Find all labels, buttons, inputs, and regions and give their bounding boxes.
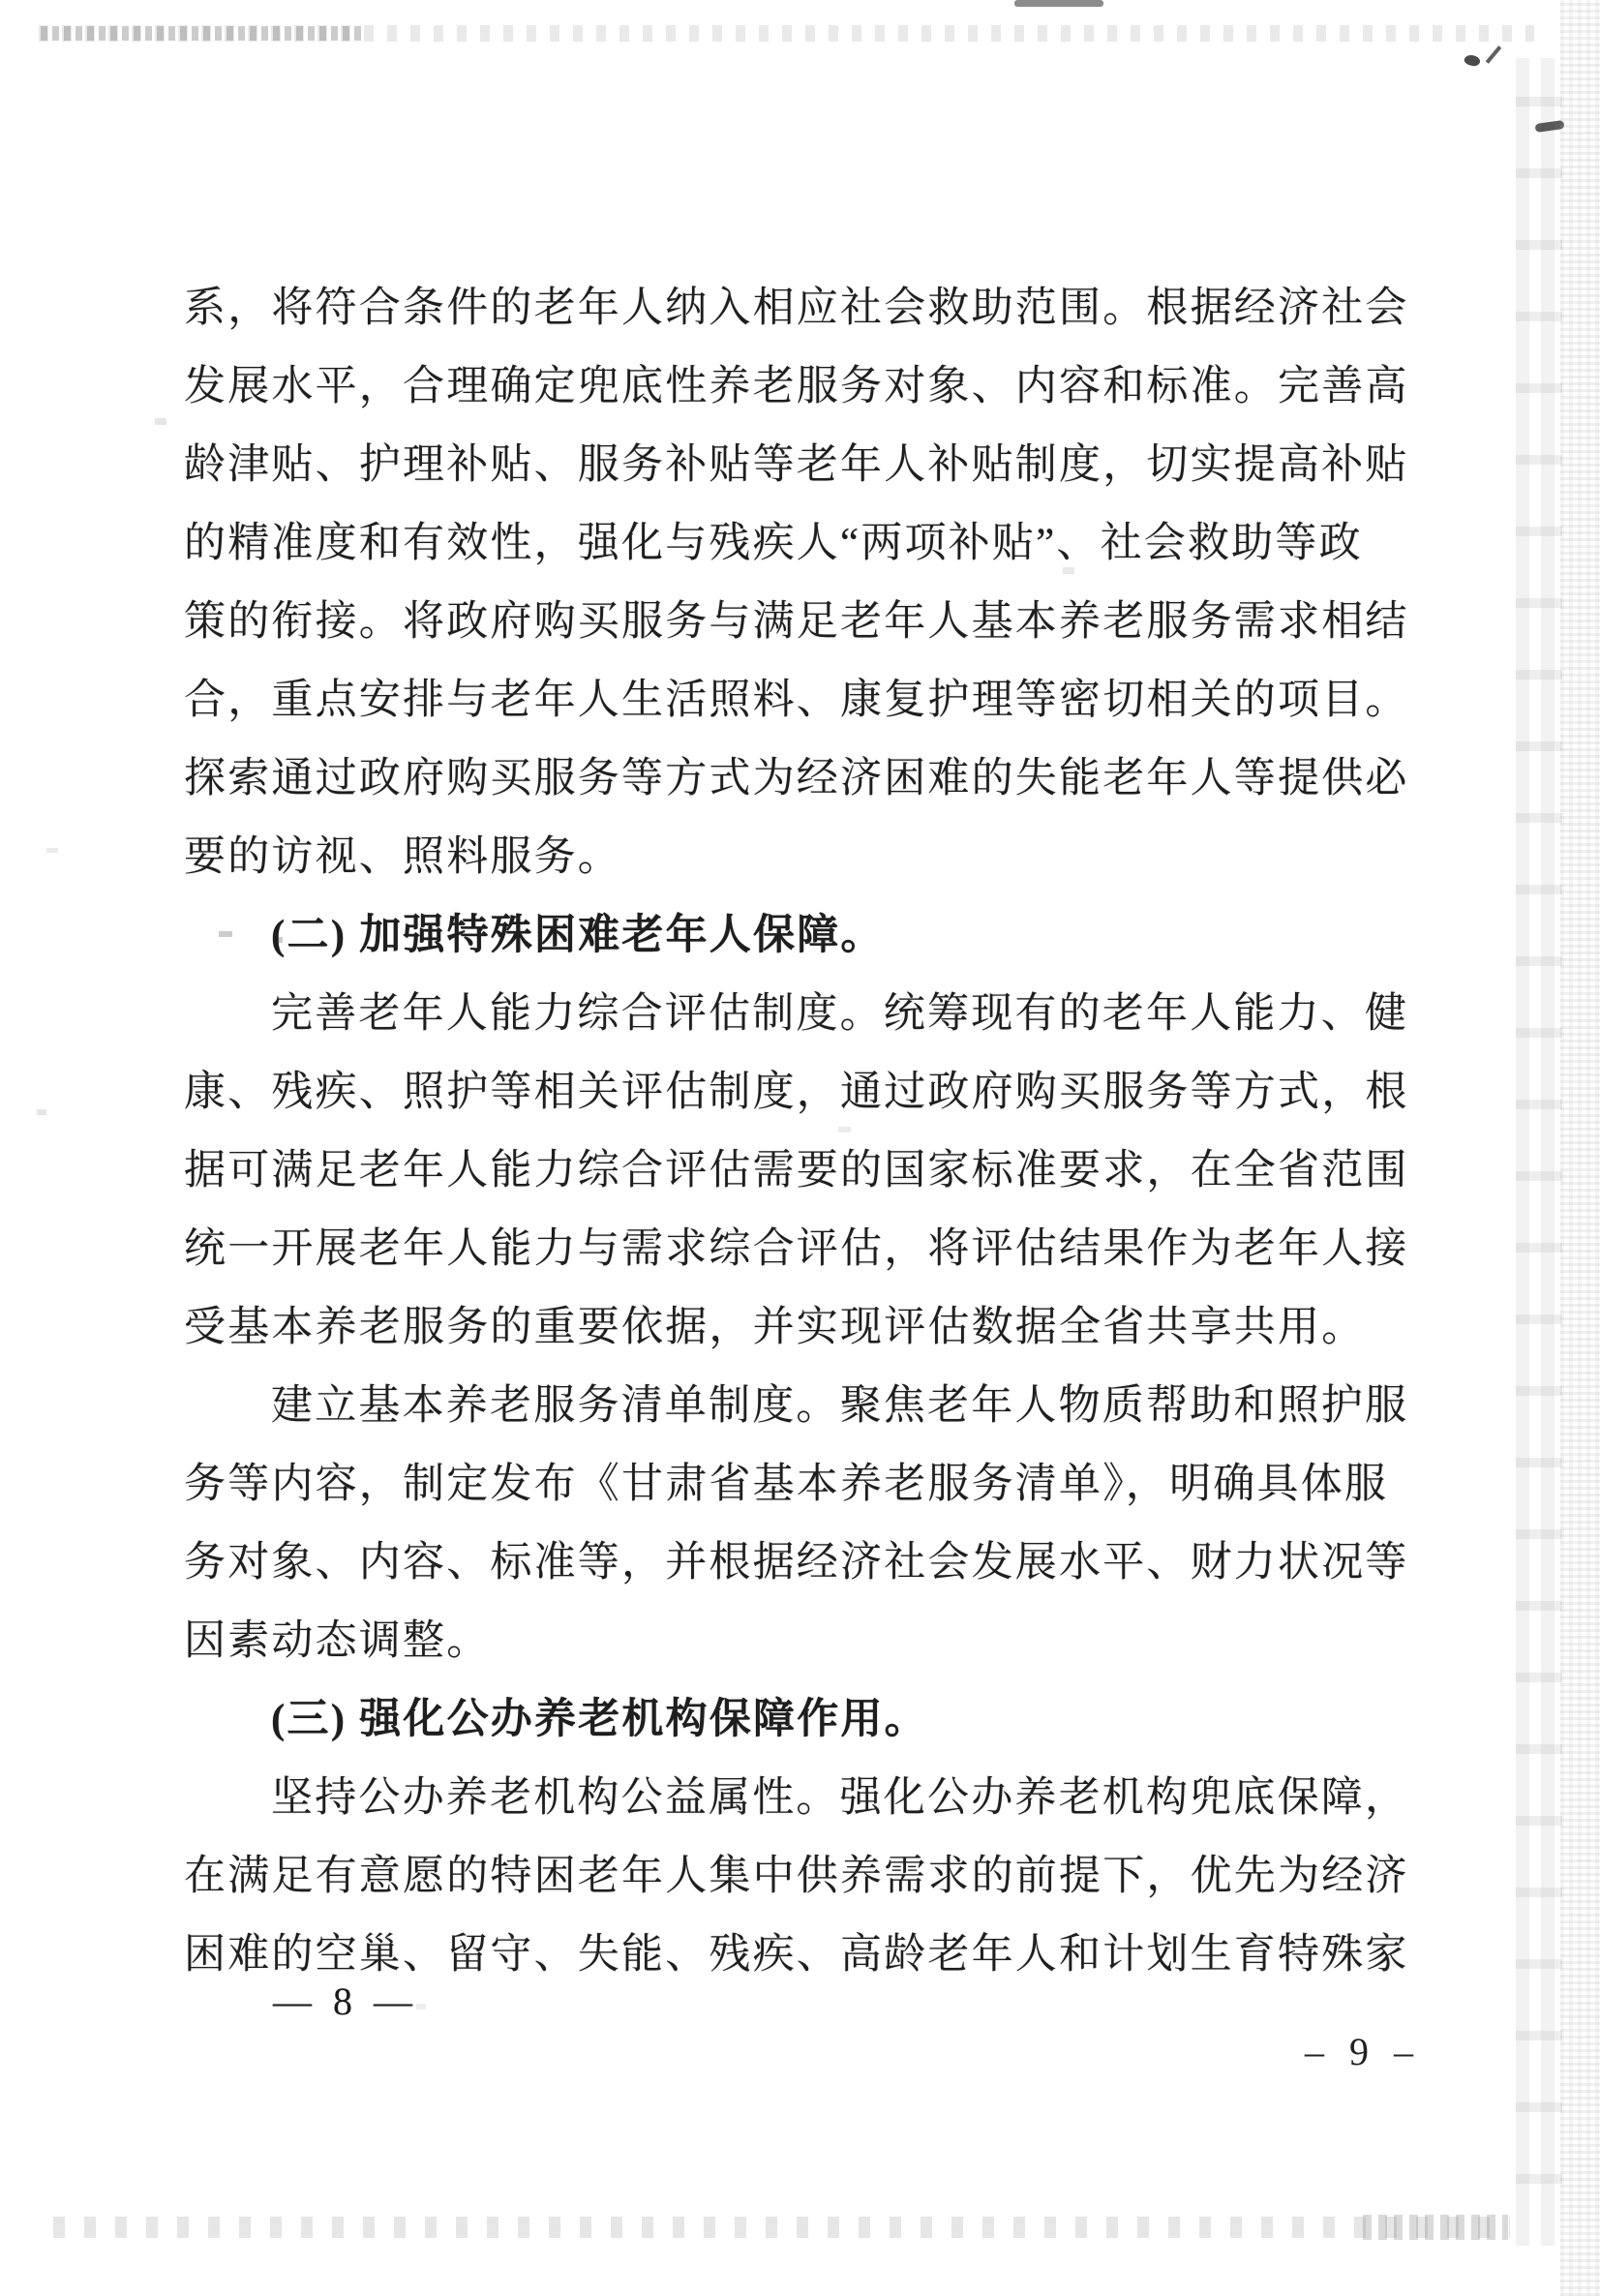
page-number-footer-left: — 8 — (273, 1979, 418, 2023)
text-line: 合，重点安排与老年人生活照料、康复护理等密切相关的项目。 (184, 678, 1409, 723)
scan-noise-right-band (1560, 0, 1600, 2296)
text-line: 康、残疾、照护等相关评估制度，通过政府购买服务等方式，根 (184, 1070, 1409, 1115)
text-line: 建立基本养老服务清单制度。聚焦老年人物质帮助和照护服 (271, 1383, 1409, 1429)
text-line: 务等内容，制定发布《甘肃省基本养老服务清单》，明确具体服 (184, 1462, 1389, 1507)
scan-speck (46, 848, 58, 853)
pen-mark-curl (1464, 52, 1482, 68)
text-line: 在满足有意愿的特困老年人集中供养需求的前提下，优先为经济 (184, 1854, 1409, 1899)
text-line: 策的衔接。将政府购买服务与满足老年人基本养老服务需求相结 (184, 599, 1409, 645)
scan-noise-top-band (39, 25, 1534, 42)
scan-noise-bottom-band (53, 2217, 1510, 2238)
page-number-footer-right: – 9 – (1305, 2030, 1421, 2073)
scan-speck (155, 418, 166, 425)
text-line: 要的访视、照料服务。 (184, 834, 621, 880)
pen-mark-slash (1486, 45, 1502, 64)
text-line: 务对象、内容、标准等，并根据经济社会发展水平、财力状况等 (184, 1540, 1409, 1586)
scan-noise-top-band-dense (41, 26, 365, 41)
scan-blob-right (1535, 120, 1565, 133)
text-line: 受基本养老服务的重要依据，并实现评估数据全省共享共用。 (184, 1305, 1366, 1350)
scan-speck (37, 1109, 46, 1115)
text-line: 的精准度和有效性，强化与残疾人“两项补贴”、社会救助等政 (184, 521, 1363, 566)
text-line: (二) 加强特殊困难老年人保障。 (271, 913, 885, 958)
text-line: 统一开展老年人能力与需求综合评估，将评估结果作为老年人接 (184, 1226, 1409, 1272)
scan-noise-bottom-band-right (1363, 2215, 1508, 2240)
text-line: (三) 强化公办养老机构保障作用。 (271, 1697, 928, 1742)
text-line: 龄津贴、护理补贴、服务补贴等老年人补贴制度，切实提高补贴 (184, 442, 1409, 488)
text-line: 系，将符合条件的老年人纳入相应社会救助范围。根据经济社会 (184, 286, 1409, 331)
text-line: 因素动态调整。 (184, 1618, 491, 1664)
document-body (184, 269, 1418, 1994)
scan-noise-right-dashes (1516, 58, 1562, 2246)
text-line: 探索通过政府购买服务等方式为经济困难的失能老年人等提供必 (184, 756, 1409, 801)
text-line: 完善老年人能力综合评估制度。统筹现有的老年人能力、健 (271, 991, 1409, 1037)
scan-smudge-top (1014, 0, 1103, 7)
text-line: 据可满足老年人能力综合评估需要的国家标准要求，在全省范围 (184, 1148, 1409, 1193)
text-line: 发展水平，合理确定兜底性养老服务对象、内容和标准。完善高 (184, 364, 1409, 409)
text-line: 困难的空巢、留守、失能、残疾、高龄老年人和计划生育特殊家 (184, 1932, 1409, 1978)
text-line: 坚持公办养老机构公益属性。强化公办养老机构兜底保障， (271, 1775, 1409, 1821)
